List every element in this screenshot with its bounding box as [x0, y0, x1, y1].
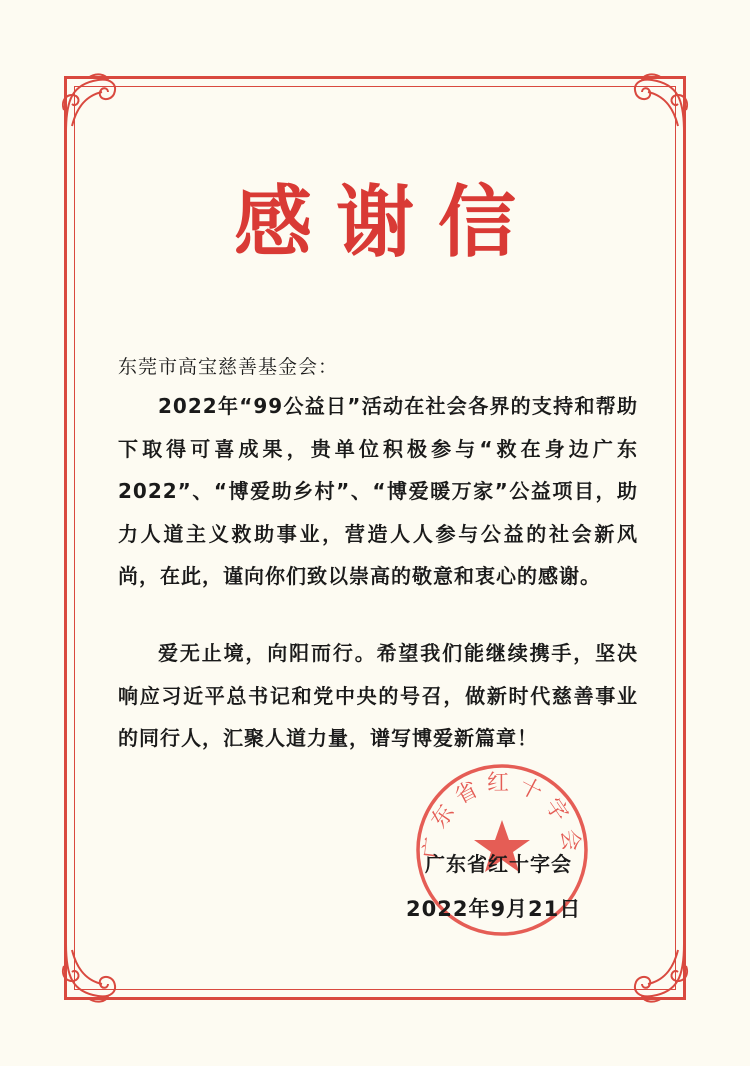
corner-ornament-bottom-left: [58, 936, 128, 1006]
corner-ornament-top-left: [58, 70, 128, 140]
seal-text: 广东省红十字会: [419, 771, 585, 861]
body-paragraph-2: 爱无止境，向阳而行。希望我们能继续携手，坚决响应习近平总书记和党中央的号召，做新时代慈善事业的同行人，汇聚人道力量，谱写博爱新篇章！: [118, 641, 638, 750]
salutation: 东莞市高宝慈善基金会：: [118, 356, 339, 378]
body-paragraph-1: 2022年“99公益日”活动在社会各界的支持和帮助下取得可喜成果，贵单位积极参与“救在身边广东2022”、“博爱助乡村”、“博爱暖万家”公益项目，助力人道主义救助事业，营造人人参与公益的社会新风尚，在此，谨向你们致以崇高的敬意和衷心的感谢。: [118, 394, 638, 588]
corner-ornament-top-right: [622, 70, 692, 140]
letter-title: 感谢信: [233, 177, 540, 268]
signing-date: 2022年9月21日: [406, 897, 582, 921]
corner-ornament-bottom-right: [622, 936, 692, 1006]
signing-organization: 广东省红十字会: [425, 852, 572, 876]
